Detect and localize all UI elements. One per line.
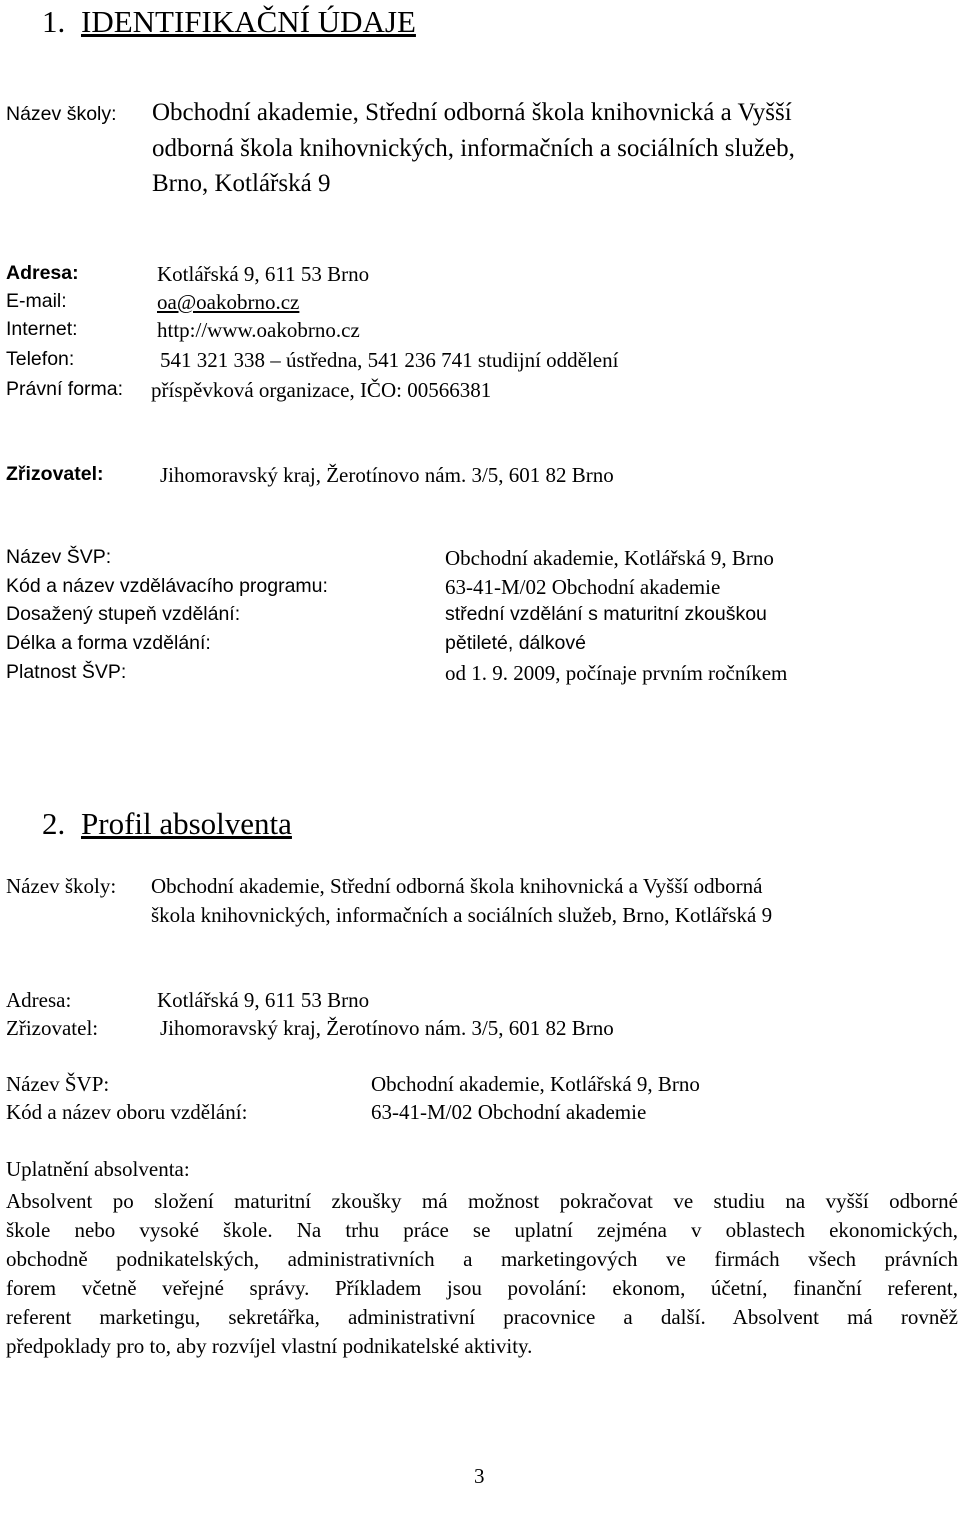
degree-label: Dosažený stupeň vzdělání: (6, 603, 241, 625)
email-label: E-mail: (6, 290, 67, 312)
employment-line-6: předpoklady pro to, aby rozvíjel vlastní podnikatelské aktivity. (6, 1334, 533, 1358)
length-value: pětileté, dálkové (445, 632, 586, 654)
employment-line-5: referent marketingu, sekretářka, administrativní pracovnice a další. Absolvent má rovněž (6, 1305, 958, 1329)
s2-address-label: Adresa: (6, 988, 72, 1012)
address-value: Kotlářská 9, 611 53 Brno (157, 262, 370, 286)
employment-paragraph (6, 1187, 958, 1361)
svp-name-value: Obchodní akademie, Kotlářská 9, Brno (445, 546, 774, 570)
s2-address-value: Kotlářská 9, 611 53 Brno (157, 988, 370, 1012)
s2-founder-label: Zřizovatel: (6, 1016, 99, 1040)
section-2-heading (42, 808, 292, 839)
school-name-line-1: Obchodní akademie, Střední odborná škola knihovnická a Vyšší (152, 99, 792, 126)
legal-form-label: Právní forma: (6, 378, 124, 400)
founder-value: Jihomoravský kraj, Žerotínovo nám. 3/5, 601 82 Brno (160, 463, 614, 487)
employment-line-2: škole nebo vysoké škole. Na trhu práce se uplatní zejména v oblastech ekonomických, (6, 1218, 958, 1242)
email-link[interactable]: oa@oakobrno.cz (157, 290, 300, 314)
phone-value: 541 321 338 – ústředna, 541 236 741 studijní oddělení (160, 348, 619, 372)
section-2-number: 2. (42, 806, 66, 841)
address-label: Adresa: (6, 262, 79, 284)
section-1-number: 1. (42, 4, 66, 39)
school-label: Název školy: (6, 103, 117, 125)
s2-svp-name-value: Obchodní akademie, Kotlářská 9, Brno (371, 1072, 700, 1096)
section-1-heading (42, 6, 416, 37)
svp-name-label: Název ŠVP: (6, 546, 112, 568)
validity-label: Platnost ŠVP: (6, 661, 127, 683)
employment-line-3: obchodně podnikatelských, administrativních a marketingových ve firmách všech právních (6, 1247, 958, 1271)
s2-field-value: 63-41-M/02 Obchodní akademie (371, 1100, 647, 1124)
s2-school-name-line-1: Obchodní akademie, Střední odborná škola knihovnická a Vyšší odborná (151, 874, 763, 898)
school-name-line-2: odborná škola knihovnických, informačních a sociálních služeb, (152, 135, 795, 162)
legal-form-value: příspěvková organizace, IČO: 00566381 (151, 378, 492, 402)
employment-line-1: Absolvent po složení maturitní zkoušky má možnost pokračovat ve studiu na vyšší odborné (6, 1189, 958, 1213)
section-2-title: Profil absolventa (81, 806, 292, 841)
s2-svp-name-label: Název ŠVP: (6, 1072, 110, 1096)
length-label: Délka a forma vzdělání: (6, 632, 211, 654)
internet-link[interactable]: http://www.oakobrno.cz (157, 318, 360, 342)
s2-field-label: Kód a název oboru vzdělání: (6, 1100, 248, 1124)
validity-value: od 1. 9. 2009, počínaje prvním ročníkem (445, 661, 788, 685)
founder-label: Zřizovatel: (6, 463, 104, 485)
employment-label: Uplatnění absolventa: (6, 1157, 190, 1181)
phone-label: Telefon: (6, 348, 75, 370)
s2-school-name-line-2: škola knihovnických, informačních a sociálních služeb, Brno, Kotlářská 9 (151, 903, 773, 927)
s2-school-label: Název školy: (6, 874, 117, 898)
page-number: 3 (474, 1464, 485, 1488)
program-label: Kód a název vzdělávacího programu: (6, 575, 328, 597)
s2-founder-value: Jihomoravský kraj, Žerotínovo nám. 3/5, 601 82 Brno (160, 1016, 614, 1040)
school-name-line-3: Brno, Kotlářská 9 (152, 170, 331, 197)
program-value: 63-41-M/02 Obchodní akademie (445, 575, 721, 599)
degree-value: střední vzdělání s maturitní zkouškou (445, 603, 767, 625)
internet-label: Internet: (6, 318, 78, 340)
section-1-title: IDENTIFIKAČNÍ ÚDAJE (81, 4, 416, 39)
employment-line-4: forem včetně veřejné správy. Příkladem jsou povolání: ekonom, účetní, finanční referent, (6, 1276, 958, 1300)
